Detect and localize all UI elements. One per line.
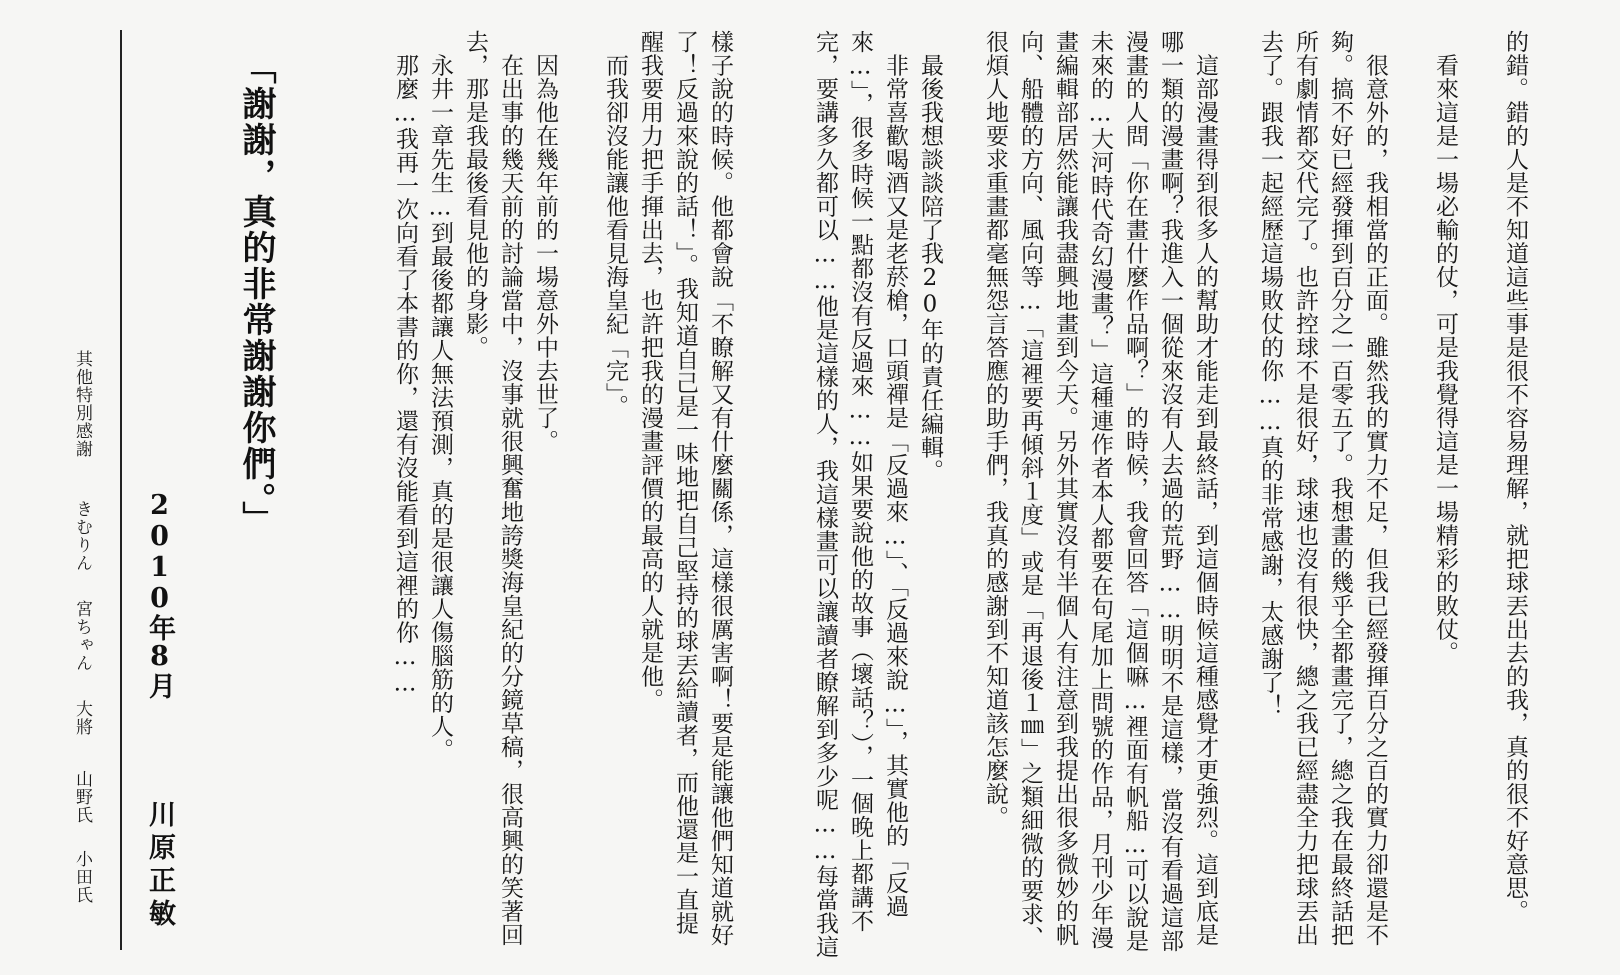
special-thanks-heading: 其他特別感謝 [72, 350, 92, 458]
text-column: 最後我想談談陪了我20年的責任編輯。 [917, 30, 943, 483]
text-column: 了！反過來說的話！」。我知道自己是一味地把自己堅持的球丟給讀者，而他還是一直提 [672, 30, 698, 935]
special-thanks-name: きむりん [72, 500, 92, 572]
text-column: 這部漫畫得到很多人的幫助才能走到最終話，到這個時候這種感覺才更強烈。這到底是 [1192, 30, 1218, 947]
text-column: 夠。搞不好已經發揮到百分之一百零五了。我想畫的幾乎全都畫完了，總之我在最終話把 [1327, 30, 1353, 947]
special-thanks-name: 小田氏 [72, 850, 92, 904]
text-column: 很煩人地要求重畫都毫無怨言答應的助手們，我真的感謝到不知道該怎麼說。 [982, 30, 1008, 829]
closing-thanks: 「謝謝，真的非常謝謝你們。」 [236, 50, 276, 537]
text-column: 因為他在幾年前的一場意外中去世了。 [532, 30, 558, 453]
text-column: 看來這是一場必輸的仗，可是我覺得這是一場精彩的敗仗。 [1432, 30, 1458, 665]
divider-rule [120, 30, 122, 950]
text-column: 樣子說的時候。他都會說「不瞭解又有什麼關係，這樣很厲害啊！要是能讓他們知道就好 [707, 30, 733, 947]
text-column: 向、船體的方向、風向等…「這裡要再傾斜１度」或是「再退後１㎜」之類細微的要求、 [1017, 30, 1043, 950]
text-column: 所有劇情都交代完了。也許控球不是很好，球速也沒有很快，總之我已經盡全力把球丟出 [1292, 30, 1318, 947]
text-column: 而我卻沒能讓他看見海皇紀「完」。 [602, 30, 628, 418]
text-column: 非常喜歡喝酒又是老菸槍，口頭禪是「反過來…」、「反過來說…」，其實他的「反過 [882, 30, 908, 918]
text-column: 的錯。錯的人是不知道這些事是很不容易理解，就把球丟出去的我，真的很不好意思。 [1502, 30, 1528, 923]
text-column: 在出事的幾天前的討論當中，沒事就很興奮地誇獎海皇紀的分鏡草稿，很高興的笑著回 [497, 30, 523, 947]
special-thanks-name: 山野氏 [72, 770, 92, 824]
special-thanks-name: 大將 [72, 700, 92, 736]
text-column: 很意外的，我相當的正面。雖然我的實力不足，但我已經發揮百分之百的實力卻還是不 [1362, 30, 1388, 947]
text-column: 永井一章先生…到最後都讓人無法預測，真的是很讓人傷腦筋的人。 [427, 30, 453, 762]
date-line: 2010年8月 [144, 490, 175, 699]
text-column: 未來的…大河時代奇幻漫畫？」這種連作者本人都要在句尾加上問號的作品，月刊少年漫 [1087, 30, 1113, 950]
text-column: 完，要講多久都可以……他是這樣的人，我這樣畫可以讓讀者瞭解到多少呢……每當我這 [812, 30, 838, 959]
text-column: 畫編輯部居然能讓我盡興地畫到今天。另外其實沒有半個人有注意到我提出很多微妙的帆 [1052, 30, 1078, 947]
special-thanks-name: 宮ちゃん [72, 600, 92, 672]
text-column: 來…」，很多時候一點都沒有反過來……如果要說他的故事（壞話？），一個晚上都講不 [847, 30, 873, 933]
text-column: 那麼…我再一次向看了本書的你，還有沒能看到這裡的你…… [392, 30, 418, 697]
text-column: 漫畫的人問「你在畫什麼作品啊？」的時候，我會回答「這個嘛…裡面有帆船…可以說是 [1122, 30, 1148, 953]
text-column: 醒我要用力把手揮出去，也許把我的漫畫評價的最高的人就是他。 [637, 30, 663, 712]
text-column: 去，那是我最後看見他的身影。 [462, 30, 488, 359]
text-column: 去了。跟我一起經歷這場敗仗的你……真的非常感謝，太感謝了！ [1257, 30, 1283, 718]
text-column: 哪一類的漫畫啊？我進入一個從來沒有人去過的荒野……明明不是這樣，當沒有看過這部 [1157, 30, 1183, 953]
author-name: 川原正敏 [144, 800, 175, 932]
